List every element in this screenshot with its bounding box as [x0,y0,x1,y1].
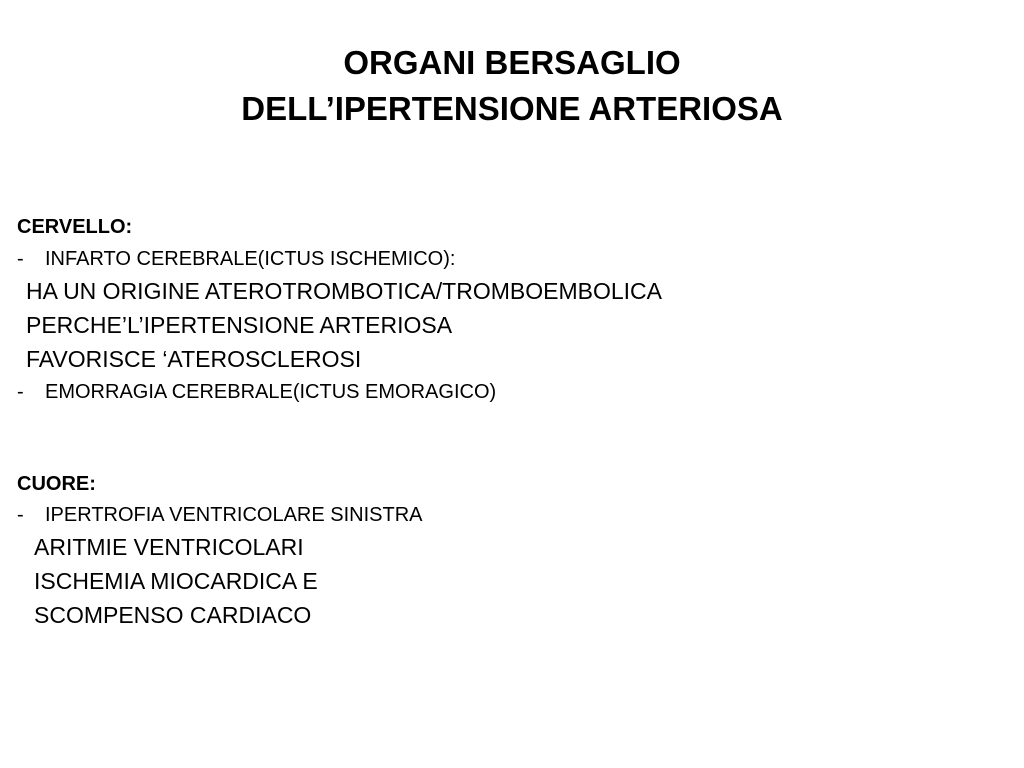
bullet-text: EMORRAGIA CEREBRALE(ICTUS EMORAGICO) [45,381,497,403]
bullet-emorragia-cerebrale [17,380,496,404]
body-line: SCOMPENSO CARDIACO [34,602,312,628]
section-heading-cuore: CUORE: [17,473,96,495]
bullet-dash: - [17,248,24,270]
title-line-2: DELL’IPERTENSIONE ARTERIOSA [241,90,783,127]
body-line: HA UN ORIGINE ATEROTROMBOTICA/TROMBOEMBOLICA [26,278,662,304]
body-line: PERCHE’L’IPERTENSIONE ARTERIOSA [26,312,453,338]
bullet-text: IPERTROFIA VENTRICOLARE SINISTRA [45,504,423,526]
bullet-infarto-cerebrale [17,247,455,271]
title-line-1: ORGANI BERSAGLIO [343,44,681,81]
bullet-text: INFARTO CEREBRALE(ICTUS ISCHEMICO): [45,248,456,270]
bullet-ipertrofia [17,503,422,527]
bullet-dash: - [17,504,24,526]
body-line: ISCHEMIA MIOCARDICA E [34,568,318,594]
body-line: FAVORISCE ‘ATEROSCLEROSI [26,346,362,372]
slide-title [0,40,1024,132]
bullet-dash: - [17,381,24,403]
section-heading-cervello: CERVELLO: [17,216,133,238]
body-line: ARITMIE VENTRICOLARI [34,534,304,560]
